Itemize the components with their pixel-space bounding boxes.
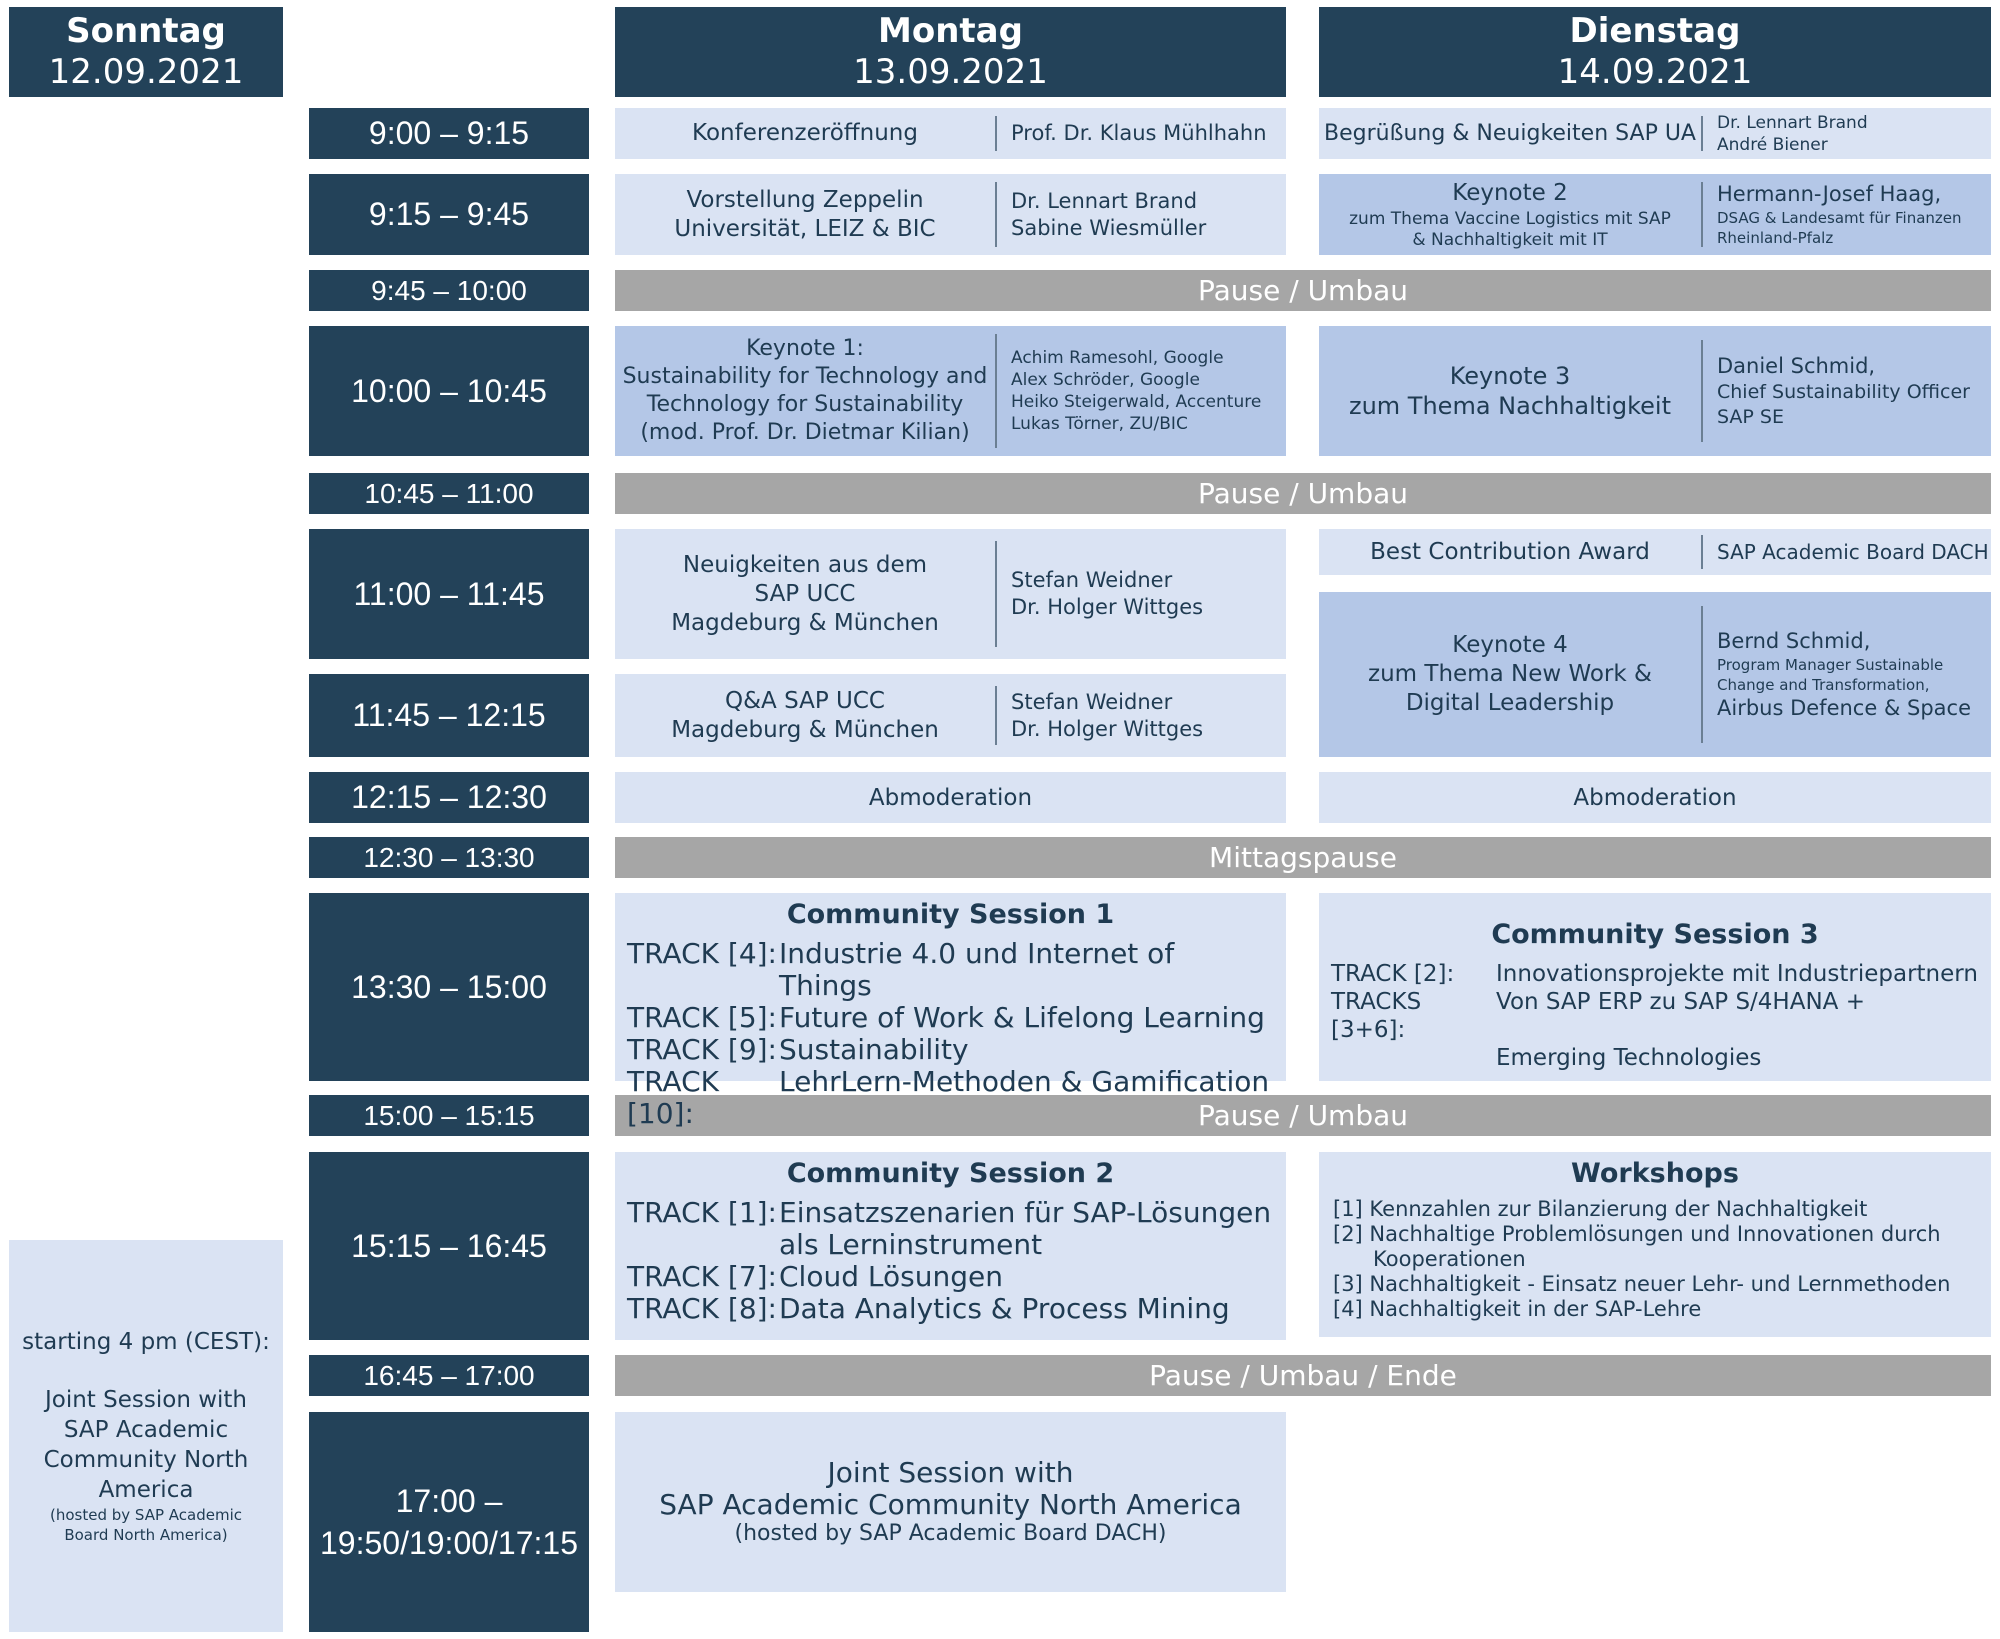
- speaker: Dr. Lennart Brand: [1717, 112, 1868, 133]
- community-session-title: Community Session 2: [786, 1158, 1115, 1189]
- break-label: Mittagspause: [1209, 841, 1397, 874]
- speaker: Dr. Lennart Brand: [1011, 188, 1198, 213]
- speaker: Sabine Wiesmüller: [1011, 215, 1207, 240]
- session-title: [1319, 326, 1701, 456]
- title-line: Magdeburg & München: [671, 716, 939, 743]
- time-slot: [309, 529, 589, 659]
- speaker: Stefan Weidner: [1011, 568, 1173, 592]
- day-name: Dienstag: [1569, 11, 1741, 51]
- speaker: Stefan Weidner: [1011, 689, 1173, 714]
- track-item: [1331, 960, 1979, 988]
- speaker: Heiko Steigerwald, Accenture: [1011, 392, 1262, 412]
- host-note: (hosted by SAP Academic Board DACH): [734, 1521, 1167, 1546]
- workshop-list: [1333, 1197, 1977, 1322]
- session-ucc-news: [615, 529, 1286, 659]
- speaker: Change and Transformation,: [1717, 675, 1930, 694]
- session-line: Community North: [43, 1447, 249, 1473]
- title-line: Universität, LEIZ & BIC: [674, 215, 936, 242]
- day-header-sunday: [9, 7, 283, 97]
- day-date: 13.09.2021: [853, 52, 1048, 92]
- track-number: TRACK [2]:: [1331, 961, 1455, 987]
- track-topic: Data Analytics & Process Mining: [779, 1292, 1230, 1325]
- speaker: Dr. Holger Wittges: [1011, 595, 1204, 619]
- time-label: 12:15 – 12:30: [351, 779, 547, 815]
- title-line: Konferenzeröffnung: [692, 120, 918, 146]
- host-note: Board North America): [64, 1526, 228, 1544]
- track-topic: Einsatzszenarien für SAP-Lösungen: [779, 1196, 1272, 1229]
- title-line: zum Thema New Work &: [1368, 661, 1652, 687]
- session-intro: [615, 174, 1286, 255]
- speaker: André Biener: [1717, 134, 1828, 155]
- session-line: America: [98, 1477, 194, 1503]
- track-number: TRACK [5]:: [627, 1001, 777, 1034]
- community-session-title: Community Session 3: [1491, 919, 1819, 950]
- time-label: 9:45 – 10:00: [371, 274, 527, 306]
- session-title: [1319, 174, 1701, 255]
- session-opening: [615, 108, 1286, 159]
- time-label: 10:00 – 10:45: [351, 372, 547, 409]
- community-session-2: [615, 1152, 1286, 1340]
- speaker: Airbus Defence & Space: [1717, 695, 1971, 720]
- joint-session-monday: [615, 1412, 1286, 1592]
- track-item: [627, 1002, 1274, 1034]
- time-label: 10:45 – 11:00: [364, 477, 534, 509]
- track-topic: Cloud Lösungen: [779, 1260, 1003, 1293]
- day-date: 12.09.2021: [48, 52, 244, 92]
- speakers: [997, 108, 1267, 159]
- break-bar: [615, 1355, 1991, 1396]
- break-bar: [615, 473, 1991, 514]
- session-line: SAP Academic Community North America: [659, 1488, 1242, 1521]
- time-slot: [309, 1152, 589, 1340]
- track-topic: Industrie 4.0 und Internet of Things: [779, 937, 1175, 1002]
- speaker: Program Manager Sustainable: [1717, 655, 1944, 674]
- time-slot: [309, 1095, 589, 1136]
- speaker: Chief Sustainability Officer: [1717, 380, 1970, 403]
- break-label: Pause / Umbau: [1197, 1099, 1409, 1132]
- speakers: [997, 674, 1203, 757]
- workshop-item: Kooperationen: [1333, 1247, 1526, 1271]
- sunday-joint-session: [9, 1240, 283, 1632]
- time-slot: [309, 1412, 589, 1632]
- track-item: [627, 1066, 1274, 1130]
- speakers: [997, 174, 1206, 255]
- session-title: [1319, 108, 1701, 159]
- track-number: [627, 1229, 779, 1261]
- time-slot: [309, 837, 589, 878]
- session-closing-monday: [615, 772, 1286, 823]
- time-label: 9:15 – 9:45: [368, 196, 530, 232]
- track-topic: Sustainability: [779, 1033, 969, 1066]
- session-keynote-3: [1319, 326, 1991, 456]
- session-keynote-1: [615, 326, 1286, 456]
- time-slot: [309, 772, 589, 823]
- break-label: Pause / Umbau: [1197, 274, 1409, 307]
- session-title: [615, 174, 995, 255]
- title-line: Neuigkeiten aus dem: [682, 551, 928, 578]
- community-session-1: [615, 893, 1286, 1130]
- break-label: Pause / Umbau: [1197, 477, 1409, 510]
- time-slot: [309, 674, 589, 757]
- track-item: [627, 1293, 1274, 1325]
- time-slot: [309, 108, 589, 159]
- break-label: Pause / Umbau / Ende: [1149, 1359, 1457, 1392]
- track-topic: Emerging Technologies: [1496, 1045, 1762, 1071]
- speakers: [1703, 326, 1970, 456]
- track-number: TRACK [10]:: [627, 1065, 719, 1130]
- track-topic: Future of Work & Lifelong Learning: [779, 1001, 1265, 1034]
- speakers: [997, 326, 1261, 456]
- time-slot: [309, 270, 589, 311]
- track-topic: Innovationsprojekte mit Industriepartnern: [1496, 961, 1978, 987]
- speaker: Achim Ramesohl, Google: [1011, 348, 1224, 368]
- speaker: Hermann-Josef Haag,: [1717, 182, 1942, 206]
- time-label: 16:45 – 17:00: [363, 1359, 535, 1391]
- title-line: zum Thema Nachhaltigkeit: [1348, 392, 1672, 420]
- title-line: (mod. Prof. Dr. Dietmar Kilian): [640, 420, 970, 445]
- speaker: DSAG & Landesamt für Finanzen: [1717, 209, 1962, 227]
- session-title: [1319, 529, 1701, 575]
- workshop-item: [4] Nachhaltigkeit in der SAP-Lehre: [1333, 1297, 1702, 1321]
- closing-label: Abmoderation: [1573, 784, 1737, 811]
- track-item: [627, 1197, 1274, 1229]
- speaker: Prof. Dr. Klaus Mühlhahn: [1011, 121, 1267, 145]
- community-session-3: [1319, 893, 1991, 1081]
- time-label: 15:15 – 16:45: [351, 1227, 547, 1264]
- track-number: TRACK [8]:: [627, 1292, 777, 1325]
- title-line: Best Contribution Award: [1370, 538, 1650, 565]
- break-bar: [615, 270, 1991, 311]
- speakers: [1703, 174, 1962, 255]
- speaker: Dr. Holger Wittges: [1011, 716, 1204, 741]
- break-bar: [615, 837, 1991, 878]
- track-number: TRACK [4]:: [627, 937, 777, 970]
- closing-label: Abmoderation: [868, 784, 1033, 811]
- day-name: Sonntag: [66, 11, 226, 51]
- track-topic: als Lerninstrument: [779, 1228, 1043, 1261]
- speakers: [1703, 108, 1868, 159]
- title-line: Vorstellung Zeppelin: [686, 186, 924, 213]
- title-line: Digital Leadership: [1405, 690, 1615, 716]
- track-topic: LehrLern-Methoden & Gamification: [779, 1065, 1270, 1098]
- speaker: SAP SE: [1717, 405, 1784, 428]
- track-number: TRACKS [3+6]:: [1331, 989, 1422, 1043]
- session-closing-tuesday: [1319, 772, 1991, 823]
- workshop-item: [3] Nachhaltigkeit - Einsatz neuer Lehr- und Lernmethoden: [1333, 1272, 1951, 1296]
- speaker: Daniel Schmid,: [1717, 353, 1876, 378]
- session-title: [1319, 592, 1701, 757]
- track-item: [627, 1261, 1274, 1293]
- session-welcome: [1319, 108, 1991, 159]
- speaker: Lukas Törner, ZU/BIC: [1011, 414, 1188, 434]
- track-number: TRACK [1]:: [627, 1196, 777, 1229]
- time-label: 11:45 – 12:15: [352, 697, 546, 733]
- day-date: 14.09.2021: [1557, 52, 1753, 92]
- speaker: SAP Academic Board DACH: [1717, 539, 1989, 564]
- track-number: TRACK [7]:: [627, 1260, 777, 1293]
- track-item: [627, 938, 1274, 1002]
- time-slot: [309, 1355, 589, 1396]
- title-line: zum Thema Vaccine Logistics mit SAP: [1349, 209, 1671, 229]
- title-line: Keynote 4: [1452, 632, 1568, 658]
- track-item: [627, 1229, 1274, 1261]
- workshop-item: [2] Nachhaltige Problemlösungen und Innovationen durch: [1333, 1222, 1941, 1246]
- track-number: [1331, 1044, 1496, 1072]
- track-item: [627, 1034, 1274, 1066]
- title-line: Keynote 1:: [746, 336, 864, 361]
- day-name: Montag: [878, 11, 1023, 51]
- time-label: 15:00 – 15:15: [363, 1099, 535, 1131]
- track-topic: Von SAP ERP zu SAP S/4HANA +: [1496, 989, 1865, 1015]
- title-line: Technology for Sustainability: [646, 392, 964, 417]
- day-header-tuesday: [1319, 7, 1991, 97]
- title-line: & Nachhaltigkeit mit IT: [1412, 230, 1608, 250]
- start-note: starting 4 pm (CEST):: [22, 1329, 270, 1355]
- track-list: [1331, 960, 1979, 1072]
- track-item: [1331, 988, 1979, 1044]
- time-label: 17:00 –: [395, 1483, 503, 1519]
- workshop-item: [1] Kennzahlen zur Bilanzierung der Nachhaltigkeit: [1333, 1197, 1868, 1221]
- session-line: Joint Session with: [44, 1387, 247, 1413]
- title-line: Sustainability for Technology and: [622, 364, 988, 389]
- session-title: [615, 529, 995, 659]
- time-slot: [309, 174, 589, 255]
- session-title: [615, 326, 995, 456]
- session-title: [615, 674, 995, 757]
- session-award: [1319, 529, 1991, 575]
- speakers: [997, 529, 1203, 659]
- session-title: [615, 108, 995, 159]
- time-label: 9:00 – 9:15: [368, 115, 530, 151]
- session-keynote-2: [1319, 174, 1991, 255]
- session-line: Joint Session with: [827, 1456, 1074, 1489]
- session-line: SAP Academic: [63, 1417, 229, 1443]
- community-session-title: Community Session 1: [786, 899, 1115, 930]
- time-label: 12:30 – 13:30: [363, 841, 535, 873]
- title-line: Keynote 2: [1452, 180, 1568, 206]
- title-line: Magdeburg & München: [671, 609, 939, 636]
- speaker: Alex Schröder, Google: [1011, 370, 1200, 390]
- time-slot: [309, 473, 589, 514]
- track-number: TRACK [9]:: [627, 1033, 777, 1066]
- time-label: 19:50/19:00/17:15: [319, 1525, 578, 1561]
- speakers: [1703, 529, 1989, 575]
- title-line: Q&A SAP UCC: [725, 687, 885, 714]
- workshops: [1319, 1152, 1991, 1337]
- time-label: 13:30 – 15:00: [351, 968, 547, 1005]
- speakers: [1703, 592, 1971, 757]
- session-keynote-4: [1319, 592, 1991, 757]
- time-slot: [309, 893, 589, 1081]
- speaker: Rheinland-Pfalz: [1717, 229, 1834, 247]
- track-list: [627, 938, 1274, 1130]
- time-label: 11:00 – 11:45: [353, 575, 545, 612]
- time-slot: [309, 326, 589, 456]
- session-ucc-qa: [615, 674, 1286, 757]
- day-header-monday: [615, 7, 1286, 97]
- host-note: (hosted by SAP Academic: [49, 1506, 242, 1524]
- speaker: Bernd Schmid,: [1717, 628, 1871, 653]
- title-line: SAP UCC: [754, 580, 856, 607]
- workshops-title: Workshops: [1571, 1158, 1739, 1189]
- track-list: [627, 1197, 1274, 1325]
- title-line: Keynote 3: [1449, 362, 1571, 390]
- track-item: [1331, 1044, 1979, 1072]
- title-line: Begrüßung & Neuigkeiten SAP UA: [1324, 121, 1696, 146]
